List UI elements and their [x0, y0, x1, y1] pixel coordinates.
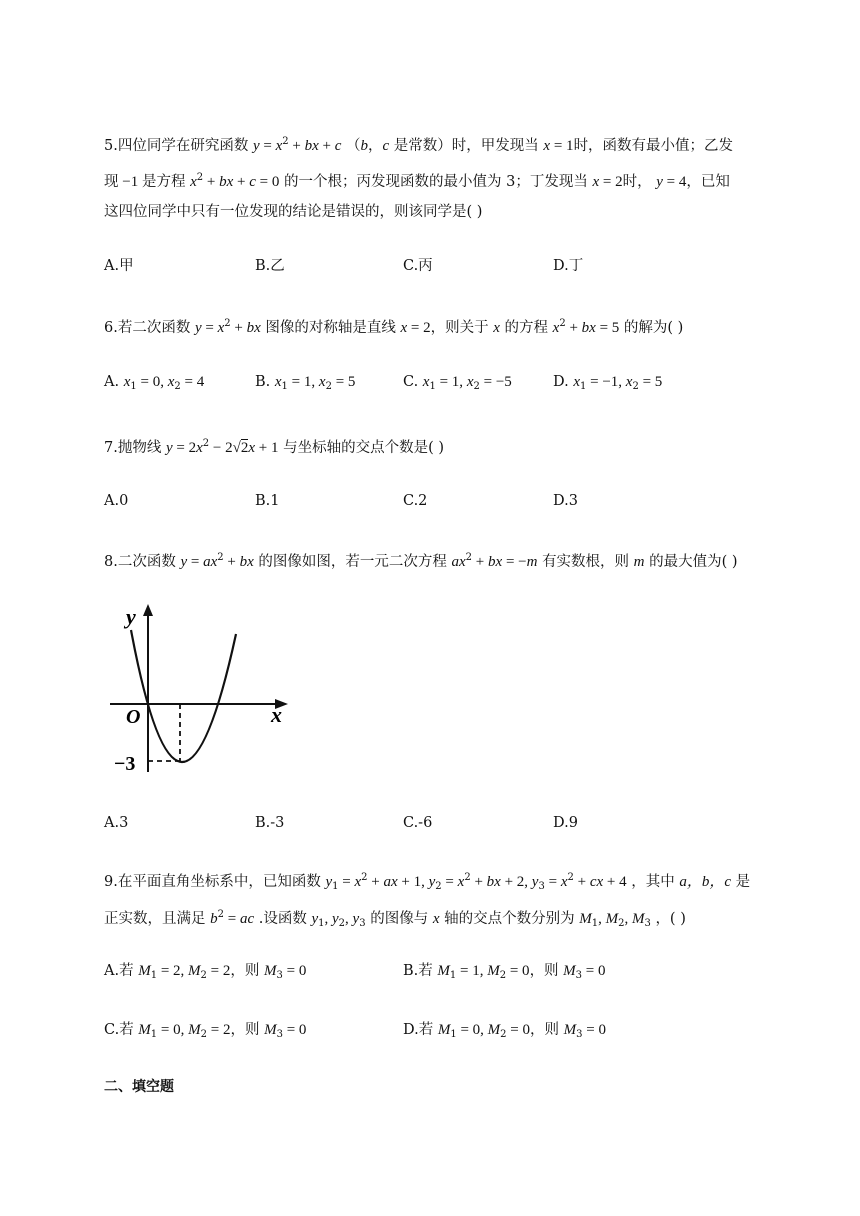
q5-option-c[interactable]: C.丙 — [403, 258, 433, 274]
q9-option-d[interactable]: D.若 $M_1 = 0$, $M_2 = 0$，则 $M_3 = 0$ — [403, 1022, 606, 1040]
q8-option-d[interactable]: D.9 — [553, 815, 578, 831]
y-label: y — [126, 604, 136, 629]
q8-option-b[interactable]: B.-3 — [255, 815, 285, 831]
section-heading-fill-in-blank: 二、填空题 — [104, 1079, 174, 1095]
q5-line-2: 现 −1 是方程 $x^2$ + bx + c = 0 的一个根；丙发现函数的最小值为 3；丁发现当 x = 2时， y = 4，已知 — [104, 172, 730, 190]
q9-line-1: 9.在平面直角坐标系中，已知函数 $y_1 = x^2$ + ax + 1, $y_2 = x^2$ + bx + 2, $y_3 = x^2$ + cx + 4 ，其中 a，b，c 是 — [104, 872, 751, 892]
q5-option-a[interactable]: A.甲 — [104, 258, 134, 274]
q6-option-a[interactable]: A. $x_1 = 0$, $x_2 = 4$ — [104, 374, 205, 392]
q7-option-b[interactable]: B.1 — [255, 493, 280, 509]
q9-option-a[interactable]: A.若 $M_1 = 2$, $M_2 = 2$，则 $M_3 = 0$ — [104, 963, 307, 981]
q8-line: 8.二次函数 $y = ax^2$ + bx 的图像如图，若一元二次方程 $ax^2$ + bx = −m 有实数根，则 m 的最大值为( ) — [104, 552, 738, 570]
q5-line-3: 这四位同学中只有一位发现的结论是错误的，则该同学是( ) — [104, 204, 483, 220]
q6-option-c[interactable]: C. $x_1 = 1$, $x_2 = -5$ — [403, 374, 512, 392]
q9-line-2: 正实数，且满足 $b^2$ = ac .设函数 $y_1$, $y_2$, $y_3$ 的图像与 x 轴的交点个数分别为 $M_1$, $M_2$, $M_3$ ，( ) — [104, 909, 686, 929]
q8-option-c[interactable]: C.-6 — [403, 815, 433, 831]
origin-label: O — [126, 706, 141, 728]
q6-option-d[interactable]: D. $x_1 = -1$, $x_2 = 5$ — [553, 374, 663, 392]
q5-option-d[interactable]: D.丁 — [553, 258, 584, 274]
parabola-curve — [131, 630, 236, 762]
q7-option-d[interactable]: D.3 — [553, 493, 578, 509]
q9-option-b[interactable]: B.若 $M_1 = 1$, $M_2 = 0$，则 $M_3 = 0$ — [403, 963, 606, 981]
q6-option-b[interactable]: B. $x_1 = 1$, $x_2 = 5$ — [255, 374, 356, 392]
q9-option-c[interactable]: C.若 $M_1 = 0$, $M_2 = 2$，则 $M_3 = 0$ — [104, 1022, 307, 1040]
y-axis-arrow — [143, 604, 153, 616]
q7-option-c[interactable]: C.2 — [403, 493, 428, 509]
q8-option-a[interactable]: A.3 — [104, 815, 129, 831]
q7-option-a[interactable]: A.0 — [104, 493, 129, 509]
q5-line-1: 5.四位同学在研究函数 $y = x^2$ + bx + c （b，c 是常数）时，甲发现当 x = 1时，函数有最小值；乙发 — [104, 136, 734, 154]
q7-line: 7.抛物线 $y = 2x^2 - 2√2x + 1$ 与坐标轴的交点个数是( ) — [104, 438, 445, 456]
q5-option-b[interactable]: B.乙 — [255, 258, 285, 274]
min-value-label: −3 — [114, 753, 136, 775]
q8-parabola-graph — [104, 600, 304, 785]
x-label: x — [271, 702, 282, 727]
q5-text: 5.四位同学在研究函数 — [104, 138, 249, 154]
q6-line: 6.若二次函数 $y = x^2$ + bx 图像的对称轴是直线 x = 2，则关于 x 的方程 $x^2$ + bx = 5 的解为( ) — [104, 318, 684, 336]
